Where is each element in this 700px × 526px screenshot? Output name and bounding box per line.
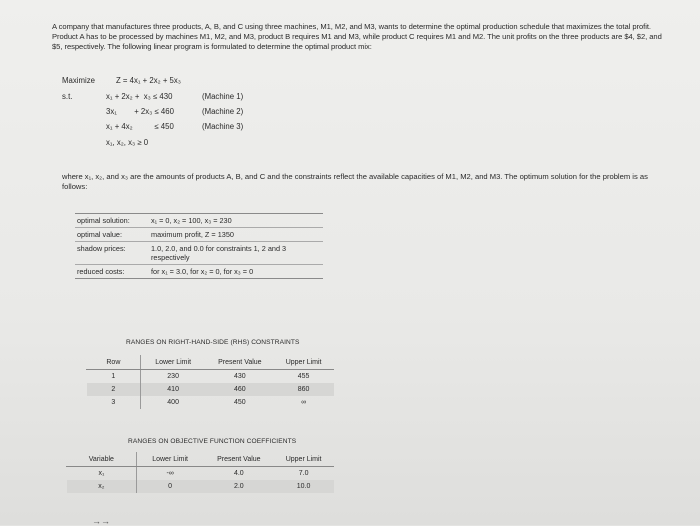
constraint-1-machine: (Machine 1) (202, 92, 244, 101)
table-cell: 2 (87, 383, 141, 396)
table-cell: x₂ (67, 480, 137, 493)
table-cell: 410 (140, 383, 206, 396)
column-header: Upper Limit (274, 356, 334, 370)
table-cell: 1 (87, 370, 141, 383)
table-cell: 450 (206, 396, 274, 409)
solution-row (75, 265, 323, 278)
table-cell: 2.0 (204, 480, 274, 493)
solution-label: reduced costs: (77, 267, 125, 276)
table-cell: ∞ (274, 396, 334, 409)
arrow-icon: →→ (92, 516, 110, 526)
variables-explanation: where x₁, x₂, and x₃ are the amounts of products A, B, and C and the constraints reflect the available capacities of M1, M2, and M3. The optimum solution for the problem is as follows: (62, 172, 648, 192)
solution-value: maximum profit, Z = 1350 (151, 230, 234, 239)
st-label: s.t. (62, 92, 73, 101)
column-header: Lower Limit (136, 453, 204, 467)
solution-label: optimal solution: (77, 216, 130, 225)
solution-row (75, 242, 323, 265)
column-header: Upper Limit (274, 453, 334, 467)
column-header: Lower Limit (140, 356, 206, 370)
problem-intro: A company that manufactures three products, A, B, and C using three machines, M1, M2, and M3, wants to determine the optimal production schedule that maximizes the total profit. Product A has to be processed by machines M1, M2, and M3, product B requires M1 and M3, while product C requires M1 and M2. The unit profits on the three products are $4, $2, and $5, respectively. The following linear program is formulated to determine the optimal product mix: (52, 22, 662, 52)
solution-row (75, 214, 323, 228)
constraint-2: 3x₁ + 2x₃ ≤ 460 (106, 107, 174, 116)
solution-summary (75, 213, 323, 279)
solution-value: x₁ = 0, x₂ = 100, x₃ = 230 (151, 216, 232, 225)
column-header: Present Value (206, 356, 274, 370)
table-row (87, 383, 334, 396)
table-cell: 455 (274, 370, 334, 383)
table-cell: -∞ (136, 467, 204, 480)
solution-value: for x₁ = 3.0, for x₂ = 0, for x₃ = 0 (151, 267, 254, 276)
table-cell: 230 (140, 370, 206, 383)
constraint-2-machine: (Machine 2) (202, 107, 244, 116)
column-header: Variable (67, 453, 137, 467)
table-row (67, 480, 334, 493)
rhs-table-title: RANGES ON RIGHT-HAND-SIDE (RHS) CONSTRAINTS (126, 339, 300, 346)
objective-ranges-table (66, 452, 334, 493)
nonnegativity-constraint: x₁, x₂, x₃ ≥ 0 (106, 138, 149, 147)
table-row (87, 396, 334, 409)
rhs-ranges-table (86, 355, 334, 409)
solution-value: 1.0, 2.0, and 0.0 for constraints 1, 2 and 3 respectively (151, 244, 287, 262)
solution-label: shadow prices: (77, 244, 126, 253)
table-cell: 10.0 (274, 480, 334, 493)
column-header: Row (87, 356, 141, 370)
table-cell: 4.0 (204, 467, 274, 480)
table-cell: 3 (87, 396, 141, 409)
table-cell: 460 (206, 383, 274, 396)
constraint-3-machine: (Machine 3) (202, 122, 244, 131)
column-header: Present Value (204, 453, 274, 467)
solution-row (75, 228, 323, 242)
objective-function: Z = 4x₁ + 2x₂ + 5x₃ (116, 76, 181, 85)
table-cell: 7.0 (274, 467, 334, 480)
table-cell: 0 (136, 480, 204, 493)
table-cell: x₁ (67, 467, 137, 480)
constraint-1: x₁ + 2x₂ + x₃ ≤ 430 (106, 92, 173, 101)
solution-label: optimal value: (77, 230, 123, 239)
table-cell: 860 (274, 383, 334, 396)
table-row (67, 467, 334, 480)
maximize-label: Maximize (62, 76, 95, 85)
constraint-3: x₁ + 4x₂ ≤ 450 (106, 122, 174, 131)
table-cell: 400 (140, 396, 206, 409)
table-row (87, 370, 334, 383)
table-cell: 430 (206, 370, 274, 383)
objective-table-title: RANGES ON OBJECTIVE FUNCTION COEFFICIENTS (128, 438, 297, 445)
